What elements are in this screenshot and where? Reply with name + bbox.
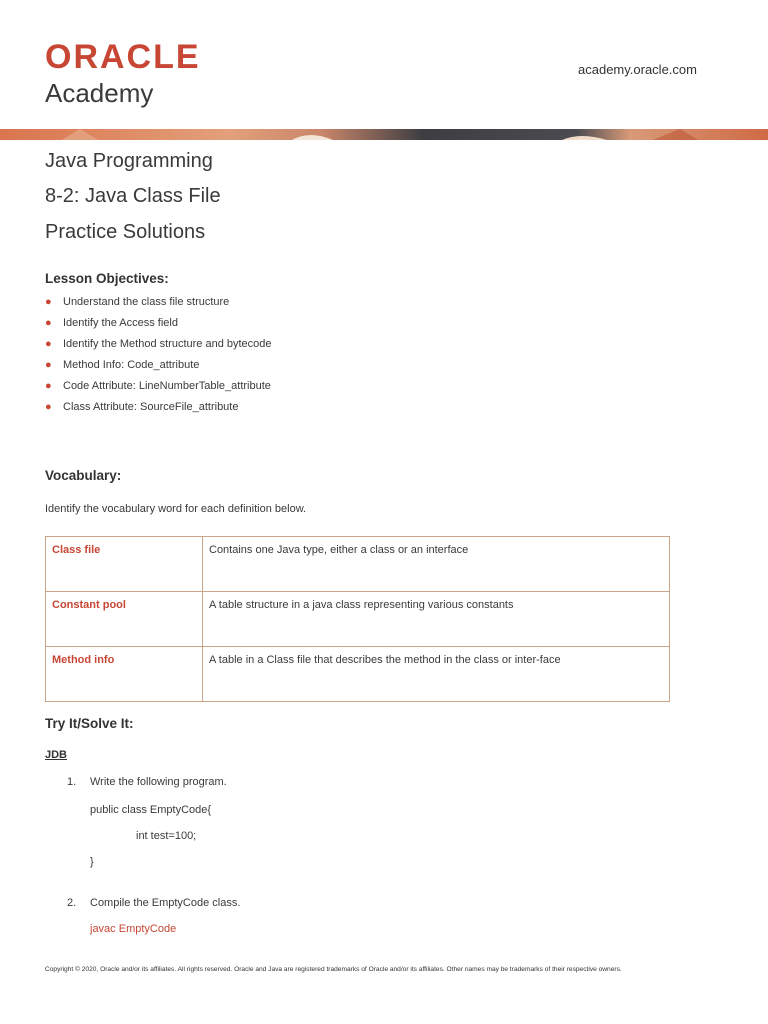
oracle-logo: ORACLE [45, 38, 201, 76]
academy-logo-text: Academy [45, 78, 154, 108]
objectives-heading: Lesson Objectives: [45, 271, 169, 286]
copyright-footer: Copyright © 2020, Oracle and/or its affiliates. All rights reserved. Oracle and Java are registered trademarks of Oracle and/or its affiliates. Other names may be trademarks of their respective owners. [45, 966, 622, 973]
code-line: int test=100; [136, 830, 197, 842]
vocab-definition: A table structure in a java class representing various constants [203, 592, 670, 647]
vocabulary-intro: Identify the vocabulary word for each definition below. [45, 503, 307, 515]
step-text: Compile the EmptyCode class. [90, 897, 241, 909]
try-it-heading: Try It/Solve It: [45, 716, 134, 731]
code-line: } [90, 856, 94, 868]
code-line: public class EmptyCode{ [90, 804, 212, 816]
vocab-definition: A table in a Class file that describes the method in the class or inter-face [203, 647, 670, 702]
step-number: 1. [67, 776, 77, 788]
vocabulary-table [45, 536, 670, 702]
bullet-icon: ● [45, 338, 52, 350]
table-row [46, 647, 670, 702]
decorative-banner [0, 128, 768, 140]
list-item: ● Identify the Method structure and bytecode [45, 338, 272, 350]
vocabulary-heading: Vocabulary: [45, 468, 122, 483]
bullet-icon: ● [45, 317, 52, 329]
vocab-definition: Contains one Java type, either a class or an interface [203, 537, 670, 592]
bullet-icon: ● [45, 359, 52, 371]
table-row [46, 592, 670, 647]
step-text: Write the following program. [90, 776, 227, 788]
command-text: javac EmptyCode [90, 923, 177, 935]
lesson-title: 8-2: Java Class File [45, 185, 221, 207]
list-item: ● Class Attribute: SourceFile_attribute [45, 401, 239, 413]
list-item: ● Understand the class file structure [45, 296, 230, 308]
document-subtitle: Practice Solutions [45, 221, 206, 243]
course-title: Java Programming [45, 150, 213, 172]
bullet-icon: ● [45, 401, 52, 413]
jdb-link[interactable]: JDB [45, 749, 68, 761]
bullet-icon: ● [45, 296, 52, 308]
vocab-term: Constant pool [46, 592, 203, 647]
bullet-icon: ● [45, 380, 52, 392]
vocab-term: Class file [46, 537, 203, 592]
list-item: ● Identify the Access field [45, 317, 178, 329]
list-item: ● Code Attribute: LineNumberTable_attribute [45, 380, 271, 392]
objectives-list [45, 295, 272, 421]
vocab-term: Method info [46, 647, 203, 702]
step-number: 2. [67, 897, 77, 909]
site-url: academy.oracle.com [578, 62, 697, 77]
table-row [46, 537, 670, 592]
list-item: ● Method Info: Code_attribute [45, 359, 200, 371]
